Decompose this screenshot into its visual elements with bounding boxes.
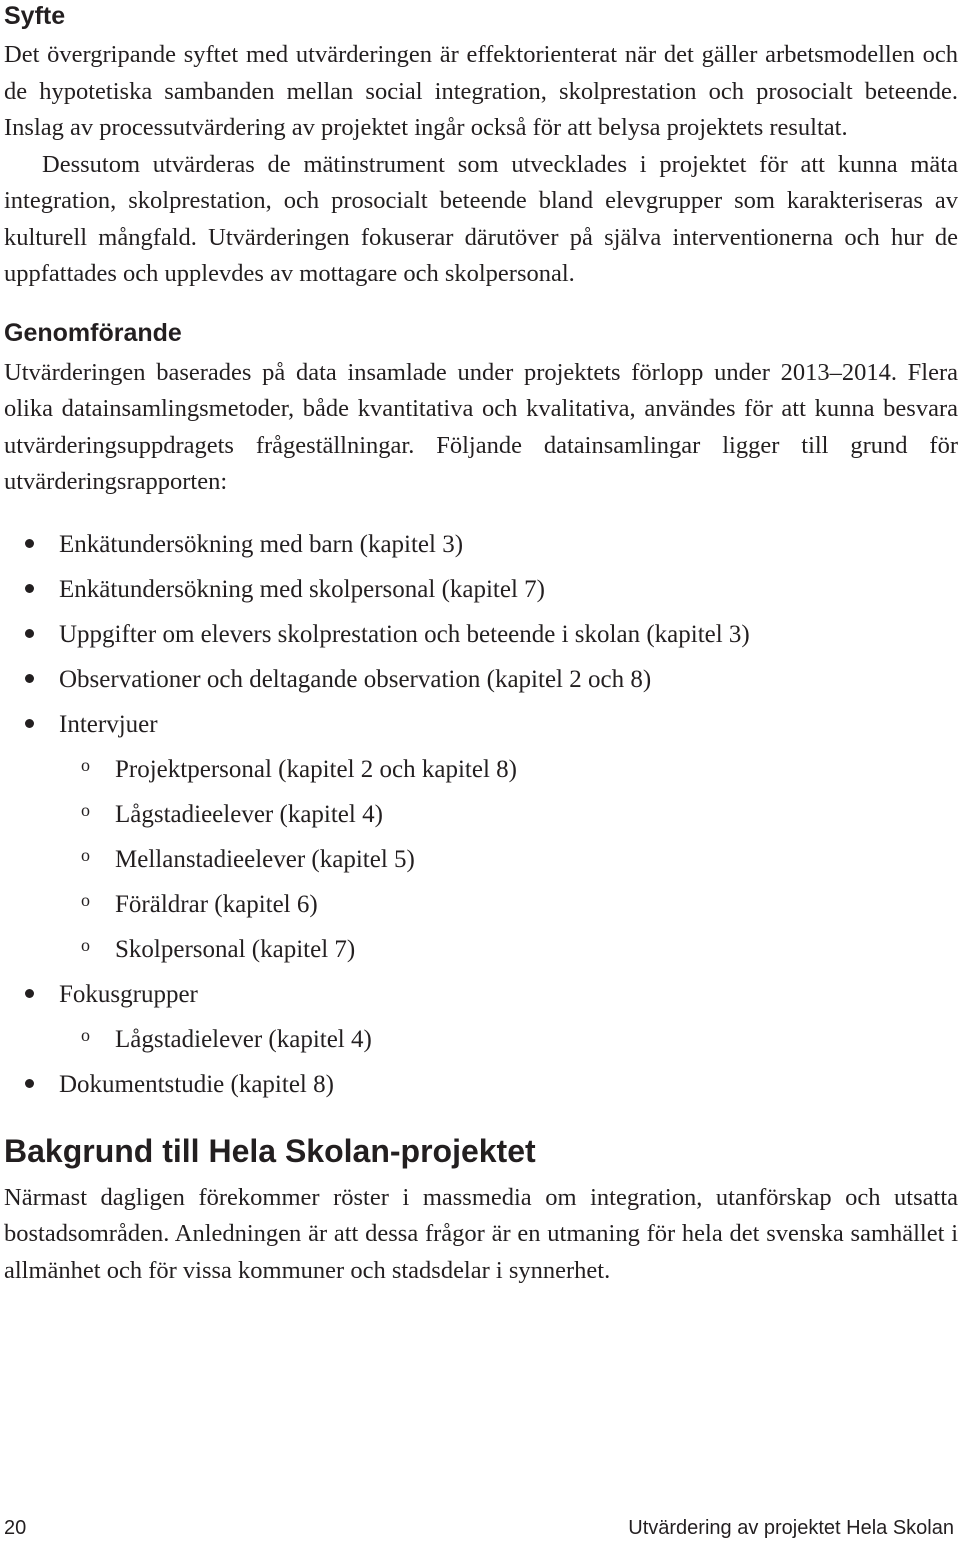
list-item-label: Enkätundersökning med skolpersonal (kapitel 7) <box>59 575 545 603</box>
list-item <box>4 567 958 612</box>
list-item-label: Intervjuer <box>59 710 158 738</box>
list-item-label: Fokusgrupper <box>59 980 198 1008</box>
circle-bullet-icon: o <box>81 1024 90 1045</box>
list-item-label: Uppgifter om elevers skolprestation och beteende i skolan (kapitel 3) <box>59 620 750 648</box>
section-heading-syfte: Syfte <box>4 2 66 30</box>
circle-bullet-icon: o <box>81 754 90 775</box>
sub-list-item <box>59 1017 958 1062</box>
list-item-label: Observationer och deltagande observation (kapitel 2 och 8) <box>59 665 652 693</box>
fokusgrupper-sub-list <box>59 1017 958 1062</box>
bullet-icon <box>25 584 34 593</box>
list-item <box>4 612 958 657</box>
sub-list-item <box>59 927 958 972</box>
syfte-paragraph-2: Dessutom utvärderas de mätinstrument som utvecklades i projektet för att kunna mäta integration, skolprestation, och prosocialt beteende bland elevgrupper som karakteriseras av kulturell mångfald. Utvärderingen fokuserar därutöver på själva interventionerna och hur de uppfattades och upplevdes av mottagare och skolpersonal. <box>4 150 958 287</box>
bakgrund-paragraph: Närmast dagligen förekommer röster i massmedia om integration, utanförskap och utsatta bostadsområden. Anledningen är att dessa frågor är en utmaning för hela det svenska samhället i allmänhet och för vissa kommuner och stadsdelar i synnerhet. <box>4 1183 958 1284</box>
sub-list-item-label: Projektpersonal (kapitel 2 och kapitel 8) <box>115 755 517 783</box>
bullet-icon <box>25 989 34 998</box>
running-title: Utvärdering av projektet Hela Skolan <box>628 1517 954 1539</box>
list-item-label: Enkätundersökning med barn (kapitel 3) <box>59 530 464 558</box>
sub-list-item <box>59 882 958 927</box>
sub-list-item-label: Föräldrar (kapitel 6) <box>115 890 318 918</box>
data-collection-list <box>4 522 958 1107</box>
sub-list-item-label: Mellanstadieelever (kapitel 5) <box>115 845 415 873</box>
document-page <box>4 0 958 1289</box>
bullet-icon <box>25 719 34 728</box>
bullet-icon <box>25 674 34 683</box>
list-item <box>4 972 958 1062</box>
circle-bullet-icon: o <box>81 934 90 955</box>
intervjuer-sub-list <box>59 747 958 972</box>
genomforande-paragraph: Utvärderingen baserades på data insamlade under projektets förlopp under 2013–2014. Flera olika datainsamlingsmetoder, både kvantitativa och kvalitativa, användes för att kunna besvara utvärderingsuppdragets frågeställningar. Följande datainsamlingar ligger till grund för utvärderingsrapporten: <box>4 358 958 495</box>
bullet-icon <box>25 1079 34 1088</box>
list-item <box>4 657 958 702</box>
sub-list-item <box>59 747 958 792</box>
sub-list-item <box>59 792 958 837</box>
section-heading-bakgrund: Bakgrund till Hela Skolan-projektet <box>4 1132 536 1169</box>
list-item <box>4 1062 958 1107</box>
page-number: 20 <box>4 1517 27 1539</box>
circle-bullet-icon: o <box>81 844 90 865</box>
list-item <box>4 702 958 972</box>
sub-list-item-label: Lågstadieelever (kapitel 4) <box>115 800 383 828</box>
bullet-icon <box>25 539 34 548</box>
sub-list-item <box>59 837 958 882</box>
circle-bullet-icon: o <box>81 799 90 820</box>
list-item <box>4 522 958 567</box>
sub-list-item-label: Skolpersonal (kapitel 7) <box>115 935 356 963</box>
circle-bullet-icon: o <box>81 889 90 910</box>
sub-list-item-label: Lågstadielever (kapitel 4) <box>115 1025 372 1053</box>
bullet-icon <box>25 629 34 638</box>
section-heading-genomforande: Genomförande <box>4 318 182 347</box>
syfte-paragraph-1: Det övergripande syftet med utvärderingen är effektorienterat när det gäller arbetsmodellen och de hypotetiska sambanden mellan social integration, skolprestation och prosocialt beteende. Inslag av processutvärdering av projektet ingår också för att belysa projektets resultat. <box>4 41 958 141</box>
list-item-label: Dokumentstudie (kapitel 8) <box>59 1070 334 1098</box>
